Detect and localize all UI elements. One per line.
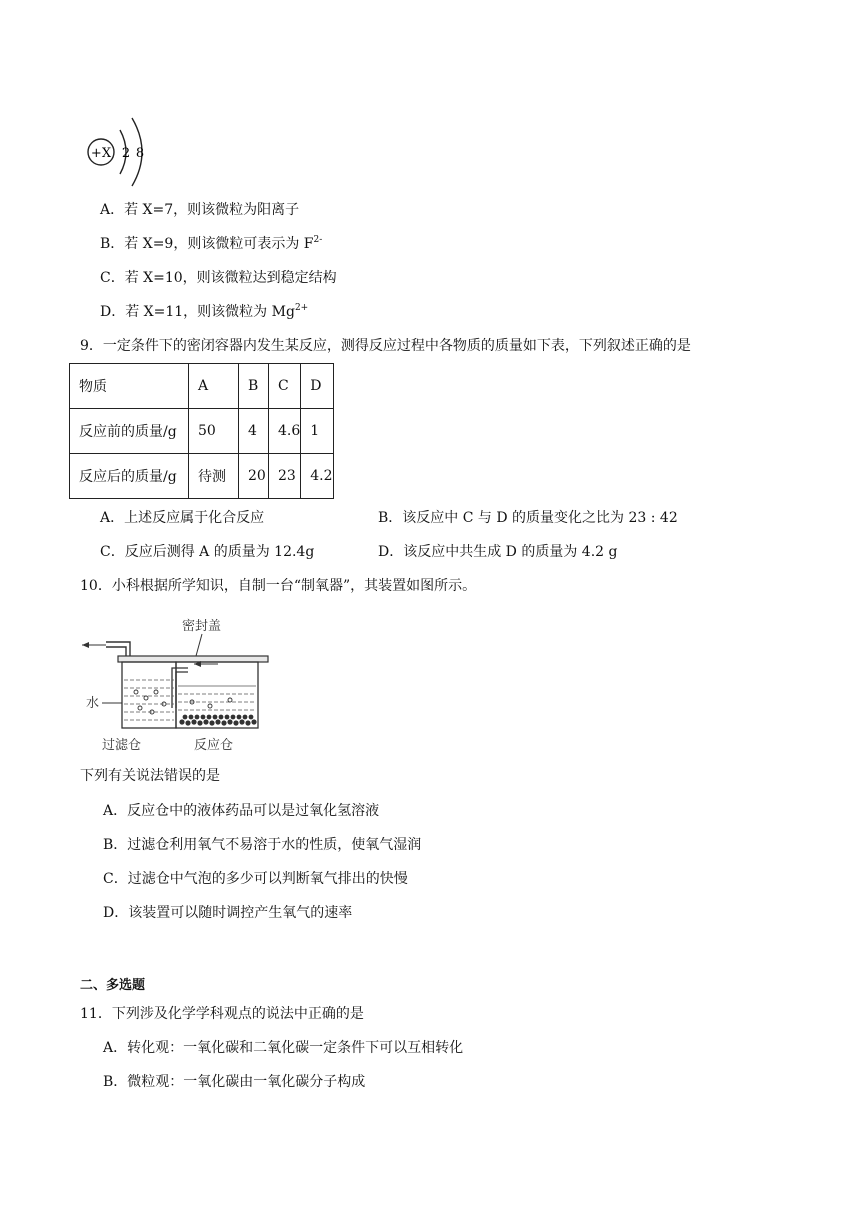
shell2-electrons: 8 (135, 146, 145, 161)
q11-stem: 11．下列涉及化学学科观点的说法中正确的是 (80, 1006, 364, 1022)
water-label: 水 (86, 696, 100, 711)
table-cell: B (239, 364, 269, 409)
q10-option-d: D．该装置可以随时调控产生氧气的速率 (103, 905, 353, 921)
table-row (70, 409, 334, 454)
table-cell: 4.2 (301, 454, 334, 499)
q10-stem: 10．小科根据所学知识，自制一台“制氧器”，其装置如图所示。 (80, 578, 477, 594)
table-cell: D (301, 364, 334, 409)
table-cell: 待测 (189, 454, 239, 499)
table-cell: 20 (239, 454, 269, 499)
q8-option-b: B．若 X=9，则该微粒可表示为 $F^{2-}$ (100, 235, 323, 252)
q8-option-d: D．若 X=11，则该微粒为 $Mg^{2+}$ (100, 303, 309, 320)
q10-option-b: B．过滤仓利用氧气不易溶于水的性质，使氧气湿润 (103, 837, 422, 853)
atom-structure-diagram (82, 114, 162, 190)
q8-option-c: C．若 X=10，则该微粒达到稳定结构 (100, 270, 337, 286)
oxygen-generator-figure (80, 612, 280, 754)
q9-option-d: D．该反应中共生成 D 的质量为 4.2 g (378, 544, 618, 560)
q9-option-a: A．上述反应属于化合反应 (100, 510, 265, 526)
table-cell: 4.6 (269, 409, 301, 454)
q9-option-b: B．该反应中 C 与 D 的质量变化之比为 23 : 42 (378, 510, 678, 526)
table-cell: 反应前的质量/g (70, 409, 189, 454)
table-cell: 50 (189, 409, 239, 454)
reaction-chamber-label: 反应仓 (194, 738, 234, 753)
q8-option-a: A．若 X=7，则该微粒为阳离子 (100, 202, 300, 218)
nucleus-label: +X (90, 146, 112, 161)
q10-prompt: 下列有关说法错误的是 (80, 768, 220, 784)
q10-option-c: C．过滤仓中气泡的多少可以判断氧气排出的快慢 (103, 871, 408, 887)
table-row (70, 364, 334, 409)
table-cell: 反应后的质量/g (70, 454, 189, 499)
table-cell: A (189, 364, 239, 409)
filter-chamber-label: 过滤仓 (102, 738, 142, 753)
table-cell: C (269, 364, 301, 409)
q11-option-b: B．微粒观：一氧化碳由一氧化碳分子构成 (103, 1074, 366, 1090)
table-cell: 23 (269, 454, 301, 499)
q11-option-a: A．转化观：一氧化碳和二氧化碳一定条件下可以互相转化 (103, 1040, 464, 1056)
table-cell: 4 (239, 409, 269, 454)
table-row (70, 454, 334, 499)
shell1-electrons: 2 (121, 146, 131, 161)
table-cell: 1 (301, 409, 334, 454)
lid-label: 密封盖 (182, 619, 222, 634)
q9-stem: 9．一定条件下的密闭容器内发生某反应，测得反应过程中各物质的质量如下表，下列叙述正确的是 (80, 338, 691, 354)
q9-option-c: C．反应后测得 A 的质量为 12.4g (100, 544, 315, 560)
section-heading: 二、多选题 (80, 978, 146, 993)
table-cell: 物质 (70, 364, 189, 409)
q10-option-a: A．反应仓中的液体药品可以是过氧化氢溶液 (103, 803, 380, 819)
mass-table (69, 363, 334, 499)
